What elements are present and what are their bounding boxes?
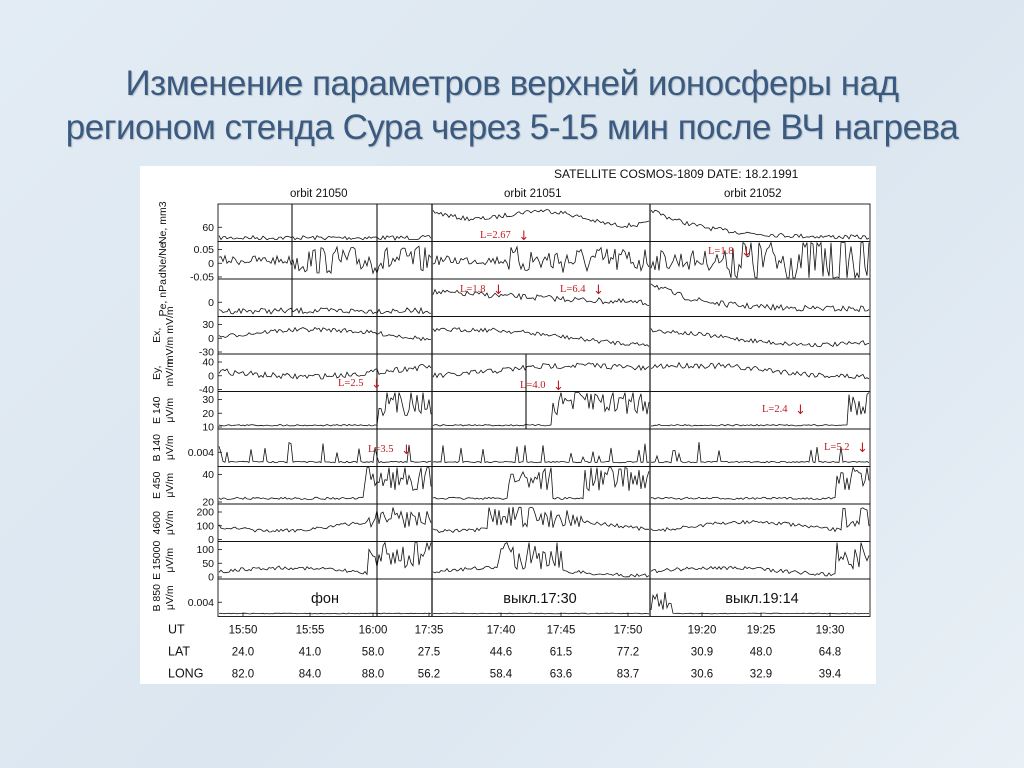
panel-tick-label: 0 — [208, 370, 214, 383]
panel-label: μV/m — [164, 435, 176, 461]
heating-label: выкл.19:14 — [725, 591, 799, 607]
axis-ut-value: 17:45 — [546, 624, 576, 637]
panel-tick-label: 40 — [202, 356, 214, 369]
trace-line — [433, 210, 649, 228]
panel-label: Ne, mm3 — [157, 201, 169, 245]
panel-tick-label: 0.004 — [187, 596, 214, 609]
l-shell-annotation: L=2.4 — [762, 404, 788, 415]
axis-lat-value: 77.2 — [616, 646, 640, 659]
axis-ut-value: 19:20 — [687, 624, 717, 637]
panel-label: μV/m — [164, 510, 176, 536]
panel-tick-label: 100 — [196, 544, 214, 556]
panel-label: E 140 — [151, 396, 163, 424]
data-panel — [157, 201, 870, 244]
axis-ut-value: 19:30 — [815, 624, 845, 637]
axis-lat-value: 44.6 — [489, 646, 513, 659]
orbit-title: orbit 21051 — [504, 188, 562, 200]
panel-frame — [218, 429, 870, 467]
row-label-long: LONG — [168, 666, 204, 681]
trace-line — [219, 468, 431, 500]
axis-ut-value: 17:40 — [486, 624, 516, 637]
trace-line — [651, 543, 869, 576]
panel-tick-label: 40 — [202, 469, 214, 481]
panel-tick-label: -0.05 — [190, 271, 214, 284]
panel-tick-label: 0 — [208, 571, 214, 584]
panel-label: dNe/Ne — [157, 242, 169, 279]
panel-frame — [218, 204, 870, 242]
down-arrow-icon: ↓ — [553, 379, 564, 394]
panel-tick-label: 20 — [202, 407, 214, 420]
l-shell-annotation: L=3.5 — [368, 444, 394, 455]
axis-lat-value: 30.9 — [690, 646, 714, 659]
axis-ut-value: 15:50 — [228, 624, 258, 637]
down-arrow-icon: ↓ — [371, 377, 382, 392]
panel-label: Pe, nPa — [157, 279, 169, 317]
trace-line — [433, 543, 649, 577]
axis-ut-value: 16:00 — [358, 624, 388, 637]
panel-label: μV/m — [164, 472, 176, 498]
trace-line — [651, 284, 869, 312]
l-shell-annotation: L=5.2 — [824, 442, 850, 453]
data-panel — [151, 467, 870, 509]
panel-label: E 450 — [151, 471, 163, 499]
down-arrow-icon: ↓ — [518, 229, 530, 244]
panel-label: μV/m — [164, 397, 176, 423]
heating-label: фон — [310, 591, 340, 607]
panel-tick-label: -30 — [198, 346, 214, 359]
trace-line — [219, 236, 431, 241]
panel-tick-label: 10 — [202, 421, 214, 434]
panel-tick-label: 20 — [202, 496, 214, 509]
panel-tick-label: 50 — [202, 557, 214, 570]
panel-label: μV/m — [164, 585, 176, 611]
trace-line — [433, 613, 649, 614]
panel-tick-label: 0 — [208, 332, 214, 345]
trace-line — [433, 507, 649, 533]
axis-lat-value: 41.0 — [298, 646, 322, 659]
data-panel — [151, 429, 870, 467]
l-shell-annotation: L=2.5 — [338, 378, 364, 389]
panel-tick-label: 30 — [202, 319, 214, 331]
data-panel — [151, 306, 870, 364]
l-shell-annotation: L=1.8 — [460, 284, 486, 295]
trace-line — [433, 247, 649, 273]
trace-line — [433, 444, 649, 463]
trace-line — [219, 246, 431, 273]
trace-line — [651, 468, 869, 500]
panel-label: μV/m — [164, 547, 176, 573]
down-arrow-icon: ↓ — [795, 403, 806, 418]
axis-long-value: 63.6 — [549, 668, 573, 681]
axis-long-value: 84.0 — [298, 668, 322, 681]
row-label-ut: UT — [168, 622, 185, 637]
panel-frame — [218, 317, 870, 355]
slide-title-line-1: Изменение параметров верхней ионосферы над — [125, 64, 899, 103]
axis-lat-value: 61.5 — [549, 646, 573, 659]
chart-header: SATELLITE COSMOS-1809 DATE: 18.2.1991 — [554, 167, 799, 181]
down-arrow-icon: ↓ — [493, 283, 504, 298]
slide-title-line-2: регионом стенда Сура через 5-15 мин после ВЧ нагрева — [65, 108, 959, 147]
trace-line — [433, 363, 649, 378]
axis-lat-value: 48.0 — [749, 646, 773, 659]
trace-line — [219, 328, 431, 341]
trace-line — [219, 508, 431, 533]
panel-label: B 850 — [151, 584, 163, 612]
trace-line — [433, 328, 649, 347]
satellite-figure — [140, 166, 876, 684]
trace-line — [219, 393, 431, 426]
panel-tick-label: 0 — [208, 534, 214, 546]
trace-line — [219, 543, 431, 575]
orbit-title: orbit 21052 — [724, 188, 782, 200]
axis-ut-value: 15:55 — [295, 624, 325, 637]
panel-tick-label: 0 — [208, 257, 214, 270]
trace-line — [433, 393, 649, 426]
panel-label: E 15000 — [151, 540, 163, 580]
panel-label: Ey, — [151, 365, 163, 380]
trace-line — [651, 243, 869, 278]
trace-line — [651, 328, 869, 346]
trace-line — [219, 365, 431, 380]
data-panel — [157, 242, 870, 284]
trace-line — [651, 508, 869, 532]
down-arrow-icon: ↓ — [593, 283, 604, 298]
down-arrow-icon: ↓ — [741, 245, 752, 260]
panel-label: Ex, — [151, 327, 163, 343]
axis-long-value: 30.6 — [690, 668, 714, 681]
data-panel — [157, 279, 870, 317]
panel-label: mV/m — [164, 359, 176, 387]
trace-line — [651, 393, 869, 426]
axis-lat-value: 24.0 — [231, 646, 255, 659]
orbit-title: orbit 21050 — [290, 188, 348, 200]
down-arrow-icon: ↓ — [401, 443, 412, 458]
l-shell-annotation: L=1.8 — [708, 246, 734, 257]
panel-frame — [218, 542, 870, 580]
axis-long-value: 82.0 — [231, 668, 255, 681]
slide-title — [0, 62, 1024, 150]
l-shell-annotation: L=6.4 — [560, 284, 586, 295]
trace-line — [219, 308, 431, 314]
down-arrow-icon: ↓ — [857, 441, 868, 456]
trace-line — [651, 363, 869, 379]
data-panel — [151, 354, 870, 396]
axis-long-value: 56.2 — [417, 668, 441, 681]
trace-line — [651, 210, 869, 239]
panel-tick-label: 100 — [196, 520, 214, 533]
data-panel — [151, 541, 870, 584]
trace-line — [219, 443, 431, 463]
l-shell-annotation: L=4.0 — [520, 380, 546, 391]
panel-tick-label: 0.004 — [187, 446, 214, 459]
axis-ut-value: 17:35 — [414, 624, 444, 637]
satellite-chart — [140, 166, 876, 684]
panel-tick-label: 60 — [202, 221, 214, 234]
axis-ut-value: 19:25 — [746, 624, 776, 637]
trace-line — [433, 468, 649, 500]
l-shell-annotation: L=2.67 — [480, 230, 511, 241]
panel-tick-label: 30 — [202, 394, 214, 406]
panel-label: B 140 — [151, 434, 163, 462]
axis-long-value: 58.4 — [489, 668, 513, 681]
axis-lat-value: 58.0 — [361, 646, 385, 659]
axis-lat-value: 64.8 — [818, 646, 842, 659]
panel-label: 4600 — [151, 511, 163, 535]
axis-long-value: 88.0 — [361, 668, 385, 681]
heating-label: выкл.17:30 — [503, 591, 577, 607]
data-panel — [151, 504, 870, 546]
panel-tick-label: 0 — [208, 296, 214, 309]
panel-tick-label: 0.05 — [193, 244, 214, 256]
panel-tick-label: -40 — [198, 384, 214, 396]
row-label-lat: LAT — [168, 644, 190, 659]
axis-ut-value: 17:50 — [613, 624, 643, 637]
axis-lat-value: 27.5 — [417, 646, 441, 659]
axis-long-value: 32.9 — [749, 668, 773, 681]
panel-tick-label: 200 — [196, 506, 214, 519]
trace-line — [219, 613, 431, 614]
axis-long-value: 83.7 — [616, 668, 640, 681]
panel-label: mV/m mV/m — [164, 306, 176, 365]
axis-long-value: 39.4 — [818, 668, 842, 681]
